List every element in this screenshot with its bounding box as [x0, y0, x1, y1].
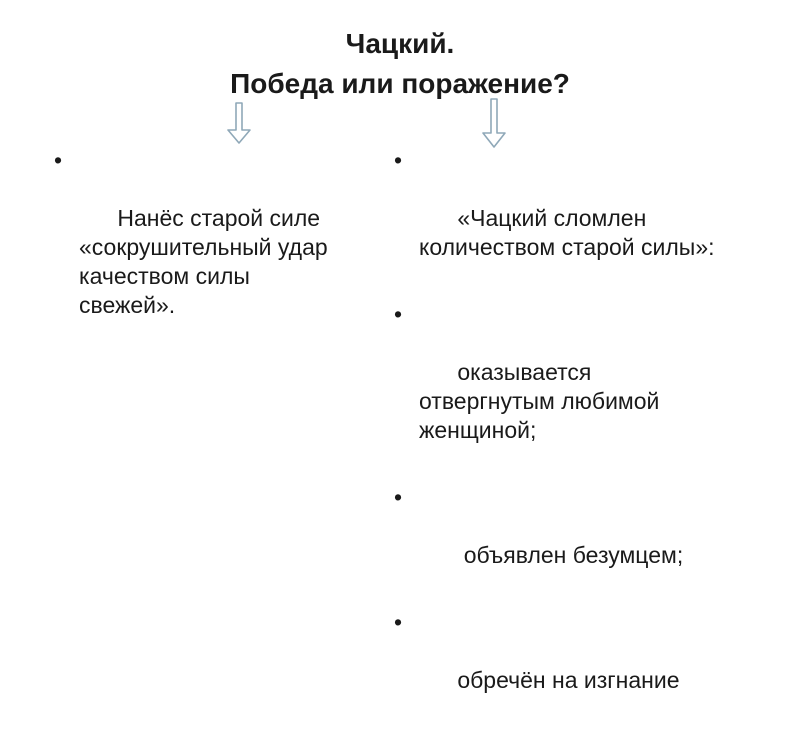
down-arrow-icon — [226, 102, 252, 144]
right-bullet-list — [392, 146, 732, 733]
title-line-1: Чацкий. — [345, 28, 455, 59]
title-line-2: Победа или поражение? — [230, 68, 570, 99]
list-item-text: оказывается отвергнутым любимой женщиной; — [419, 359, 666, 443]
bullet-icon: • — [394, 609, 403, 635]
list-item-text: «Чацкий сломлен количеством старой силы»: — [419, 205, 715, 260]
list-item — [392, 608, 732, 724]
bullet-icon: • — [394, 147, 403, 173]
list-item-text: Нанёс старой силе «сокрушительный удар качеством силы свежей». — [79, 205, 335, 318]
down-arrow-icon — [481, 98, 507, 148]
bullet-icon: • — [394, 301, 403, 327]
list-item — [392, 483, 732, 599]
list-item — [392, 300, 732, 474]
list-item — [392, 146, 732, 291]
list-item — [52, 146, 352, 349]
list-item-text: обречён на изгнание — [457, 667, 680, 693]
slide-title — [0, 24, 800, 104]
left-bullet-list — [52, 146, 352, 358]
list-item-text: объявлен безумцем; — [457, 542, 684, 568]
bullet-icon: • — [394, 484, 403, 510]
bullet-icon: • — [54, 147, 63, 173]
